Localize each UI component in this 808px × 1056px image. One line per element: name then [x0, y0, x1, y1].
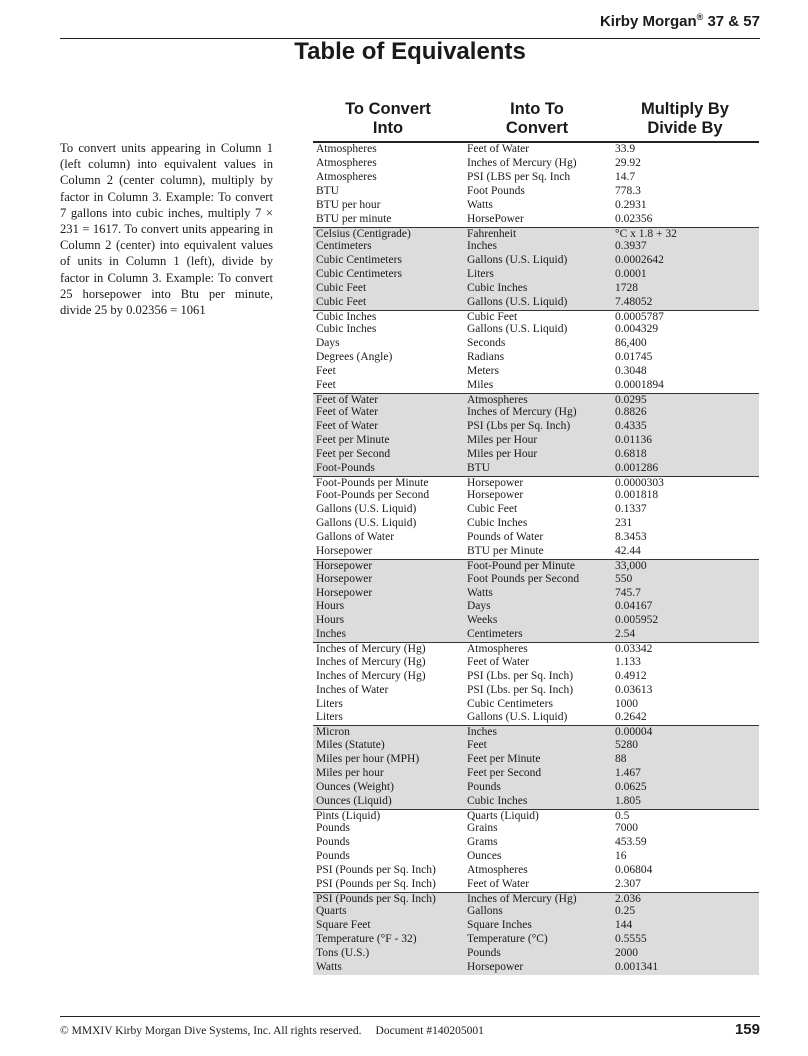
cell-factor: 88 [615, 752, 627, 765]
page-number: 159 [734, 1021, 760, 1038]
cell-factor: 0.3048 [615, 365, 647, 377]
cell-convert-to: Fahrenheit [467, 227, 517, 240]
cell-factor: 0.5 [615, 809, 630, 822]
table-row [313, 503, 759, 517]
cell-convert-from: Atmospheres [316, 170, 377, 183]
cell-convert-to: Inches of Mercury (Hg) [467, 892, 577, 905]
cell-factor: 29.92 [615, 156, 641, 169]
table-row [313, 795, 759, 809]
cell-factor: 14.7 [615, 170, 636, 183]
table-row [313, 781, 759, 795]
table-row [313, 448, 759, 462]
cell-convert-to: Feet of Water [467, 655, 530, 668]
cell-convert-from: Gallons (U.S. Liquid) [316, 503, 417, 516]
cell-convert-to: Temperature (°C) [467, 932, 548, 945]
cell-factor: 1.133 [615, 655, 641, 668]
cell-convert-to: Miles per Hour [467, 434, 538, 447]
cell-convert-to: Atmospheres [467, 643, 528, 656]
brand-name: Kirby Morgan [599, 13, 697, 30]
table-row [313, 642, 759, 655]
cell-factor: 0.001341 [615, 960, 659, 973]
table-row [313, 462, 759, 476]
cell-convert-to: Feet per Minute [467, 752, 541, 765]
column-header-1-line2: Into [372, 119, 404, 137]
cell-convert-to: Horsepower [467, 489, 524, 502]
cell-convert-to: Gallons (U.S. Liquid) [467, 711, 568, 724]
cell-factor: 0.2931 [615, 198, 647, 211]
cell-convert-to: Grams [467, 835, 498, 848]
cell-convert-from: Days [316, 337, 340, 350]
table-row [313, 809, 759, 822]
table-row [313, 393, 759, 406]
cell-factor: 2.307 [615, 877, 641, 890]
cell-convert-from: Pints (Liquid) [316, 809, 381, 822]
cell-convert-from: PSI (Pounds per Sq. Inch) [316, 863, 436, 876]
cell-convert-from: Gallons of Water [316, 531, 395, 544]
cell-convert-from: Pounds [316, 835, 350, 848]
cell-convert-from: Ounces (Liquid) [316, 794, 392, 807]
cell-convert-to: Days [467, 600, 491, 613]
cell-convert-from: Centimeters [316, 240, 372, 253]
cell-factor: 0.4912 [615, 669, 647, 682]
cell-convert-from: Feet [316, 378, 336, 391]
cell-factor: 0.25 [615, 905, 636, 918]
cell-factor: 0.1337 [615, 503, 647, 516]
cell-factor: 0.0002642 [615, 254, 664, 266]
cell-factor: 33.9 [615, 143, 636, 155]
cell-convert-from: Quarts [316, 905, 347, 918]
cell-convert-to: Inches [467, 240, 498, 253]
table-row [313, 628, 759, 642]
cell-convert-from: Miles per hour (MPH) [316, 752, 420, 765]
table-row [313, 310, 759, 323]
cell-convert-from: Hours [316, 614, 345, 627]
cell-factor: 1.805 [615, 794, 641, 807]
cell-convert-from: BTU [316, 184, 339, 197]
cell-factor: 0.03613 [615, 683, 653, 696]
cell-convert-from: Cubic Centimeters [316, 254, 402, 266]
table-row [313, 379, 759, 393]
cell-convert-from: Atmospheres [316, 156, 377, 169]
cell-factor: 0.04167 [615, 600, 653, 613]
cell-convert-from: Feet per Minute [316, 434, 390, 447]
cell-factor: 1728 [615, 281, 638, 294]
table-row [313, 143, 759, 157]
cell-convert-from: Liters [316, 697, 343, 710]
footer-copyright: © MMXIV Kirby Morgan Dive Systems, Inc. All rights reserved. [60, 1025, 362, 1037]
cell-convert-to: Radians [467, 351, 505, 364]
cell-factor: 0.004329 [615, 323, 659, 336]
cell-convert-from: Micron [316, 726, 350, 739]
cell-convert-to: Foot-Pound per Minute [467, 560, 575, 573]
cell-convert-from: Foot-Pounds per Second [316, 489, 430, 502]
cell-factor: 0.0625 [615, 780, 647, 793]
table-row [313, 254, 759, 268]
table-row [313, 337, 759, 351]
cell-factor: 1.467 [615, 766, 641, 779]
cell-convert-from: Pounds [316, 821, 350, 834]
cell-convert-to: Feet of Water [467, 877, 530, 890]
cell-factor: 0.0005787 [615, 310, 664, 323]
column-header-3 [611, 100, 759, 138]
cell-factor: 550 [615, 572, 633, 585]
cell-convert-to: Gallons (U.S. Liquid) [467, 295, 568, 308]
table-row [313, 323, 759, 337]
cell-factor: 0.0000303 [615, 477, 664, 489]
cell-factor: 33,000 [615, 560, 647, 573]
cell-factor: 1000 [615, 697, 638, 710]
cell-factor: 453.59 [615, 835, 647, 848]
cell-convert-to: HorsePower [467, 212, 524, 225]
cell-factor: 778.3 [615, 184, 641, 197]
cell-convert-to: Cubic Inches [467, 281, 528, 294]
cell-factor: 0.0001 [615, 267, 647, 280]
table-row [313, 268, 759, 282]
column-header-2-line1: Into To [510, 100, 564, 118]
table-row [313, 240, 759, 254]
cell-convert-to: Cubic Feet [467, 310, 518, 323]
cell-convert-to: Watts [467, 586, 493, 599]
cell-convert-to: Feet per Second [467, 766, 542, 779]
table-row [313, 892, 759, 905]
cell-convert-from: Horsepower [316, 572, 373, 585]
table-row [313, 753, 759, 767]
table-row [313, 822, 759, 836]
registered-mark: ® [696, 12, 704, 22]
table-row [313, 961, 759, 975]
cell-convert-from: Inches of Mercury (Hg) [316, 643, 426, 656]
table-row [313, 614, 759, 628]
cell-convert-from: Inches [316, 628, 347, 641]
table-row [313, 199, 759, 213]
cell-convert-from: Liters [316, 711, 343, 724]
table-row [313, 656, 759, 670]
cell-convert-from: Feet of Water [316, 406, 379, 419]
cell-convert-to: Seconds [467, 337, 506, 350]
cell-convert-to: BTU [467, 462, 490, 475]
table-row [313, 296, 759, 310]
cell-convert-from: PSI (Pounds per Sq. Inch) [316, 877, 436, 890]
table-row [313, 864, 759, 878]
cell-convert-from: Cubic Feet [316, 281, 367, 294]
cell-convert-from: BTU per minute [316, 212, 392, 225]
table-row [313, 545, 759, 559]
column-header-2 [463, 100, 611, 138]
equivalents-table [313, 141, 759, 975]
column-header-2-line2: Convert [505, 119, 569, 137]
cell-factor: 2.54 [615, 628, 636, 641]
cell-convert-to: Pounds [467, 780, 501, 793]
cell-factor: 8.3453 [615, 531, 647, 544]
cell-factor: 0.01136 [615, 434, 652, 447]
cell-convert-to: PSI (LBS per Sq. Inch [467, 170, 571, 183]
cell-convert-to: Inches of Mercury (Hg) [467, 406, 577, 419]
table-row [313, 739, 759, 753]
cell-convert-from: Inches of Mercury (Hg) [316, 655, 426, 668]
column-header-3-line1: Multiply By [640, 100, 729, 118]
cell-convert-from: Inches of Mercury (Hg) [316, 669, 426, 682]
table-row [313, 587, 759, 601]
cell-convert-to: Meters [467, 365, 499, 377]
table-row [313, 420, 759, 434]
cell-convert-to: Miles [467, 378, 494, 391]
cell-convert-to: Square Inches [467, 919, 532, 931]
cell-convert-to: Cubic Centimeters [467, 697, 553, 710]
footer-rule [60, 1016, 760, 1017]
table-row [313, 573, 759, 587]
cell-convert-to: Liters [467, 267, 494, 280]
cell-factor: °C x 1.8 + 32 [615, 227, 677, 240]
cell-convert-from: Miles per hour [316, 766, 384, 779]
table-row [313, 670, 759, 684]
table-row [313, 600, 759, 614]
cell-factor: 144 [615, 919, 633, 931]
cell-convert-to: BTU per Minute [467, 545, 544, 558]
cell-convert-to: Feet of Water [467, 143, 530, 155]
cell-factor: 5280 [615, 738, 638, 751]
cell-convert-from: Horsepower [316, 545, 373, 558]
header-brand [600, 12, 760, 30]
footer-document-number: Document #140205001 [375, 1025, 484, 1037]
cell-convert-to: Gallons (U.S. Liquid) [467, 254, 568, 266]
table-row [313, 698, 759, 712]
cell-factor: 7.48052 [615, 295, 653, 308]
cell-convert-from: Miles (Statute) [316, 738, 385, 751]
cell-convert-from: Degrees (Angle) [316, 351, 393, 364]
cell-convert-to: Centimeters [467, 628, 523, 641]
column-header-1-line1: To Convert [345, 100, 431, 118]
table-row [313, 213, 759, 227]
cell-convert-from: Ounces (Weight) [316, 780, 394, 793]
table-row [313, 711, 759, 725]
table-row [313, 947, 759, 961]
cell-factor: 16 [615, 849, 627, 862]
cell-factor: 2.036 [615, 892, 641, 905]
table-row [313, 850, 759, 864]
cell-convert-from: Hours [316, 600, 345, 613]
cell-convert-from: Cubic Inches [316, 323, 377, 336]
cell-convert-from: Horsepower [316, 560, 373, 573]
cell-factor: 0.01745 [615, 351, 653, 364]
cell-factor: 745.7 [615, 586, 641, 599]
cell-convert-from: Inches of Water [316, 683, 389, 696]
cell-factor: 0.02356 [615, 212, 653, 225]
column-header-1 [313, 100, 463, 138]
table-row [313, 476, 759, 489]
cell-convert-to: Quarts (Liquid) [467, 809, 539, 822]
cell-convert-to: Pounds [467, 946, 501, 959]
table-row [313, 227, 759, 240]
cell-convert-from: Cubic Inches [316, 310, 377, 323]
cell-convert-to: Grains [467, 821, 498, 834]
cell-factor: 0.00004 [615, 726, 653, 739]
table-row [313, 767, 759, 781]
cell-convert-to: Inches [467, 726, 498, 739]
cell-factor: 0.0001894 [615, 378, 664, 391]
cell-factor: 0.0295 [615, 393, 647, 406]
cell-convert-to: Atmospheres [467, 863, 528, 876]
page-title: Table of Equivalents [294, 38, 526, 65]
cell-convert-from: Cubic Feet [316, 295, 367, 308]
cell-convert-to: Weeks [467, 614, 498, 627]
table-row [313, 684, 759, 698]
table-row [313, 282, 759, 296]
cell-factor: 0.005952 [615, 614, 659, 627]
cell-factor: 0.2642 [615, 711, 647, 724]
table-row [313, 489, 759, 503]
cell-factor: 7000 [615, 821, 638, 834]
cell-convert-from: Feet [316, 365, 336, 377]
cell-convert-from: Atmospheres [316, 143, 377, 155]
cell-convert-to: Inches of Mercury (Hg) [467, 156, 577, 169]
table-row [313, 559, 759, 572]
cell-convert-to: PSI (Lbs. per Sq. Inch) [467, 669, 574, 682]
cell-convert-to: Feet [467, 738, 487, 751]
table-row [313, 836, 759, 850]
cell-convert-from: Foot-Pounds per Minute [316, 477, 429, 489]
cell-factor: 2000 [615, 946, 638, 959]
cell-convert-from: Watts [316, 960, 342, 973]
cell-factor: 0.06804 [615, 863, 653, 876]
cell-factor: 0.001286 [615, 462, 659, 475]
cell-convert-to: Cubic Inches [467, 517, 528, 530]
cell-convert-to: Horsepower [467, 477, 524, 489]
footer [60, 1025, 484, 1037]
cell-convert-from: Feet of Water [316, 393, 379, 406]
table-row [313, 185, 759, 199]
cell-convert-from: Celsius (Centigrade) [316, 227, 411, 240]
column-headers [313, 100, 759, 138]
cell-convert-to: Gallons [467, 905, 503, 918]
table-row [313, 365, 759, 379]
cell-convert-from: Gallons (U.S. Liquid) [316, 517, 417, 530]
cell-convert-to: Miles per Hour [467, 448, 538, 461]
table-row [313, 905, 759, 919]
table-row [313, 406, 759, 420]
cell-convert-to: Ounces [467, 849, 502, 862]
cell-convert-from: Feet per Second [316, 448, 391, 461]
cell-factor: 0.001818 [615, 489, 659, 502]
intro-paragraph: To convert units appearing in Column 1 (left column) into equivalent values in Column 2 (center column), multiply by factor in Column 3. Example: To convert 7 gallons into cubic inches, multiply 7 × 231 = 1617. To convert units appearing in Column 2 (center) into equivalent values of units in Column 1 (left), divide by factor in Column 3. Example: To convert 25 horsepower into Btu per minute, divide 25 by 0.02356 = 1061 [60, 141, 273, 318]
cell-convert-to: Foot Pounds per Second [467, 572, 580, 585]
cell-convert-from: Cubic Centimeters [316, 267, 402, 280]
table-row [313, 351, 759, 365]
cell-convert-from: Feet of Water [316, 420, 379, 433]
table-row [313, 725, 759, 738]
table-row [313, 157, 759, 171]
cell-convert-from: Foot-Pounds [316, 462, 375, 475]
cell-convert-to: Pounds of Water [467, 531, 544, 544]
cell-factor: 0.3937 [615, 240, 647, 253]
cell-convert-from: Tons (U.S.) [316, 946, 370, 959]
cell-convert-from: Temperature (°F - 32) [316, 932, 417, 945]
table-row [313, 531, 759, 545]
cell-convert-from: PSI (Pounds per Sq. Inch) [316, 892, 436, 905]
cell-convert-to: Foot Pounds [467, 184, 525, 197]
cell-convert-to: Cubic Feet [467, 503, 518, 516]
cell-convert-to: Watts [467, 198, 493, 211]
cell-convert-from: Horsepower [316, 586, 373, 599]
cell-convert-to: Cubic Inches [467, 794, 528, 807]
brand-models: 37 & 57 [707, 13, 760, 30]
column-header-3-line2: Divide By [647, 119, 723, 137]
cell-factor: 0.5555 [615, 932, 647, 945]
table-row [313, 878, 759, 892]
cell-convert-from: BTU per hour [316, 198, 381, 211]
cell-factor: 0.6818 [615, 448, 647, 461]
cell-factor: 0.4335 [615, 420, 647, 433]
cell-convert-to: Atmospheres [467, 393, 528, 406]
table-row [313, 434, 759, 448]
table-row [313, 919, 759, 933]
cell-convert-from: Square Feet [316, 919, 371, 931]
table-row [313, 933, 759, 947]
cell-factor: 0.8826 [615, 406, 647, 419]
table-row [313, 171, 759, 185]
cell-convert-to: PSI (Lbs. per Sq. Inch) [467, 683, 574, 696]
cell-convert-to: PSI (Lbs per Sq. Inch) [467, 420, 571, 433]
cell-convert-to: Gallons (U.S. Liquid) [467, 323, 568, 336]
cell-factor: 42.44 [615, 545, 641, 558]
cell-convert-to: Horsepower [467, 960, 524, 973]
cell-factor: 86,400 [615, 337, 647, 350]
cell-convert-from: Pounds [316, 849, 350, 862]
cell-factor: 0.03342 [615, 643, 653, 656]
cell-factor: 231 [615, 517, 633, 530]
table-row [313, 517, 759, 531]
